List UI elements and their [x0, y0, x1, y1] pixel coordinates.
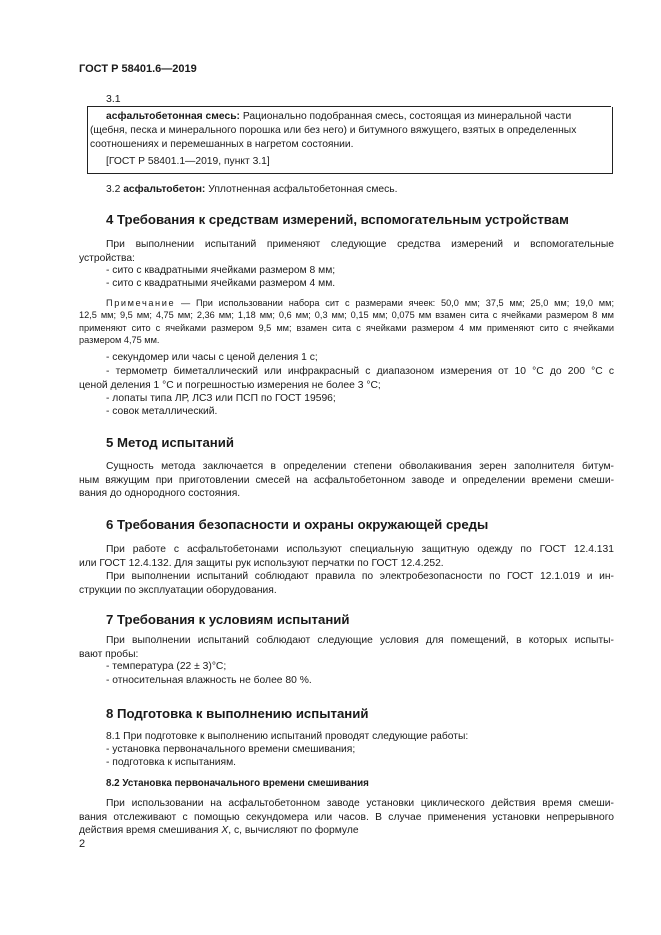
section-4-intro: При выполнении испытаний применяют следующие средства измерений и вспомогательные устройства:: [79, 239, 614, 264]
variable-x: X: [221, 825, 229, 837]
list-item-thermometer: - термометр биметаллический или инфракрасный с диапазоном измерения от 10 °C до 200 °C с ценой деления 1 °C и погрешностью измерения не более 3 °C;: [79, 366, 614, 391]
list-item-scoop: - совок металлический.: [106, 406, 218, 417]
list-item-sieve-8mm: - сито с квадратными ячейками размером 8 мм;: [106, 265, 336, 276]
section-5-heading: 5 Метод испытаний: [106, 435, 234, 450]
list-item-stopwatch: - секундомер или часы с ценой деления 1 с;: [106, 352, 318, 363]
list-item-temperature: - температура (22 ± 3)°С;: [106, 661, 227, 672]
term-asphalt-mix: асфальтобетонная смесь:: [106, 111, 240, 122]
note-block: Примечание — При использовании набора сит с размерами ячеек: 50,0 мм; 37,5 мм; 25,0 мм; 19,0 мм; 12,5 мм; 9,5 мм; 4,75 мм; 2,36 мм; 1,18 мм; 0,6 мм; 0,3 мм; 0,15 мм; 0,075 мм взамен сита с ячейками размером 8 мм применяют сито с ячейками размером 9,5 мм; взамен сита с ячейками размером 4 мм применяют сито с ячейками размером 4,75 мм.: [79, 298, 614, 345]
list-item-initial-mixing-time: - установка первоначального времени смешивания;: [106, 744, 356, 755]
term-source-reference: [ГОСТ Р 58401.1—2019, пункт 3.1]: [106, 156, 270, 167]
section-6-heading: 6 Требования безопасности и охраны окружающей среды: [106, 517, 489, 532]
term-asphalt-concrete: асфальтобетон:: [123, 184, 206, 195]
term-definition-line-2: (щебня, песка и минерального порошка или без него) и битумного вяжущего, взятых в определенных: [90, 125, 577, 136]
section-8-heading: 8 Подготовка к выполнению испытаний: [106, 706, 369, 721]
clause-3-1-number: 3.1: [106, 93, 121, 105]
section-4-heading: 4 Требования к средствам измерений, вспомогательным устройствам: [106, 212, 569, 227]
clause-8-1: 8.1 При подготовке к выполнению испытаний проводят следующие работы:: [106, 731, 469, 742]
document-header: ГОСТ Р 58401.6—2019: [79, 63, 197, 75]
clause-3-2: 3.2 асфальтобетон: Уплотненная асфальтобетонная смесь.: [106, 184, 398, 195]
section-7-body: При выполнении испытаний соблюдают следующие условия для помещений, в которых испыты- вают пробы:: [79, 635, 614, 660]
term-definition-line-3: соотношениях и перемешанных в нагретом состоянии.: [90, 139, 354, 150]
note-label: Примечание: [106, 298, 176, 308]
section-7-heading: 7 Требования к условиям испытаний: [106, 612, 350, 627]
list-item-shovels: - лопаты типа ЛР, ЛСЗ или ПСП по ГОСТ 19596;: [106, 393, 336, 404]
subsection-8-2-body: При использовании на асфальтобетонном заводе установки циклического действия время смеши- вания отслеживают с помощью секундомера или часов. В случае применения установки непрерывного действия время смешивания X, с, вычисляют по формуле: [79, 798, 614, 837]
list-item-test-preparation: - подготовка к испытаниям.: [106, 757, 237, 768]
page-number: 2: [79, 838, 86, 850]
list-item-sieve-4mm: - сито с квадратными ячейками размером 4 мм.: [106, 278, 336, 289]
section-6-body: При работе с асфальтобетонами используют специальную защитную одежду по ГОСТ 12.4.131 или ГОСТ 12.4.132. Для защиты рук используют перчатки по ГОСТ 12.4.252. При выполнении испытаний соблюдают правила по электробезопасности по ГОСТ 12.1.019 и ин- струкции по эксплуатации оборудования.: [79, 544, 614, 596]
list-item-humidity: - относительная влажность не более 80 %.: [106, 675, 312, 686]
section-5-body: Сущность метода заключается в определении степени обволакивания зерен заполнителя битум- ным вяжущим при приготовлении смесей на асфальтобетонном заводе и определении времени смеши- вания до однородного состояния.: [79, 461, 614, 500]
term-definition-line-1: асфальтобетонная смесь: Рационально подобранная смесь, состоящая из минеральной части: [106, 111, 572, 122]
subsection-8-2-heading: 8.2 Установка первоначального времени смешивания: [106, 778, 369, 789]
